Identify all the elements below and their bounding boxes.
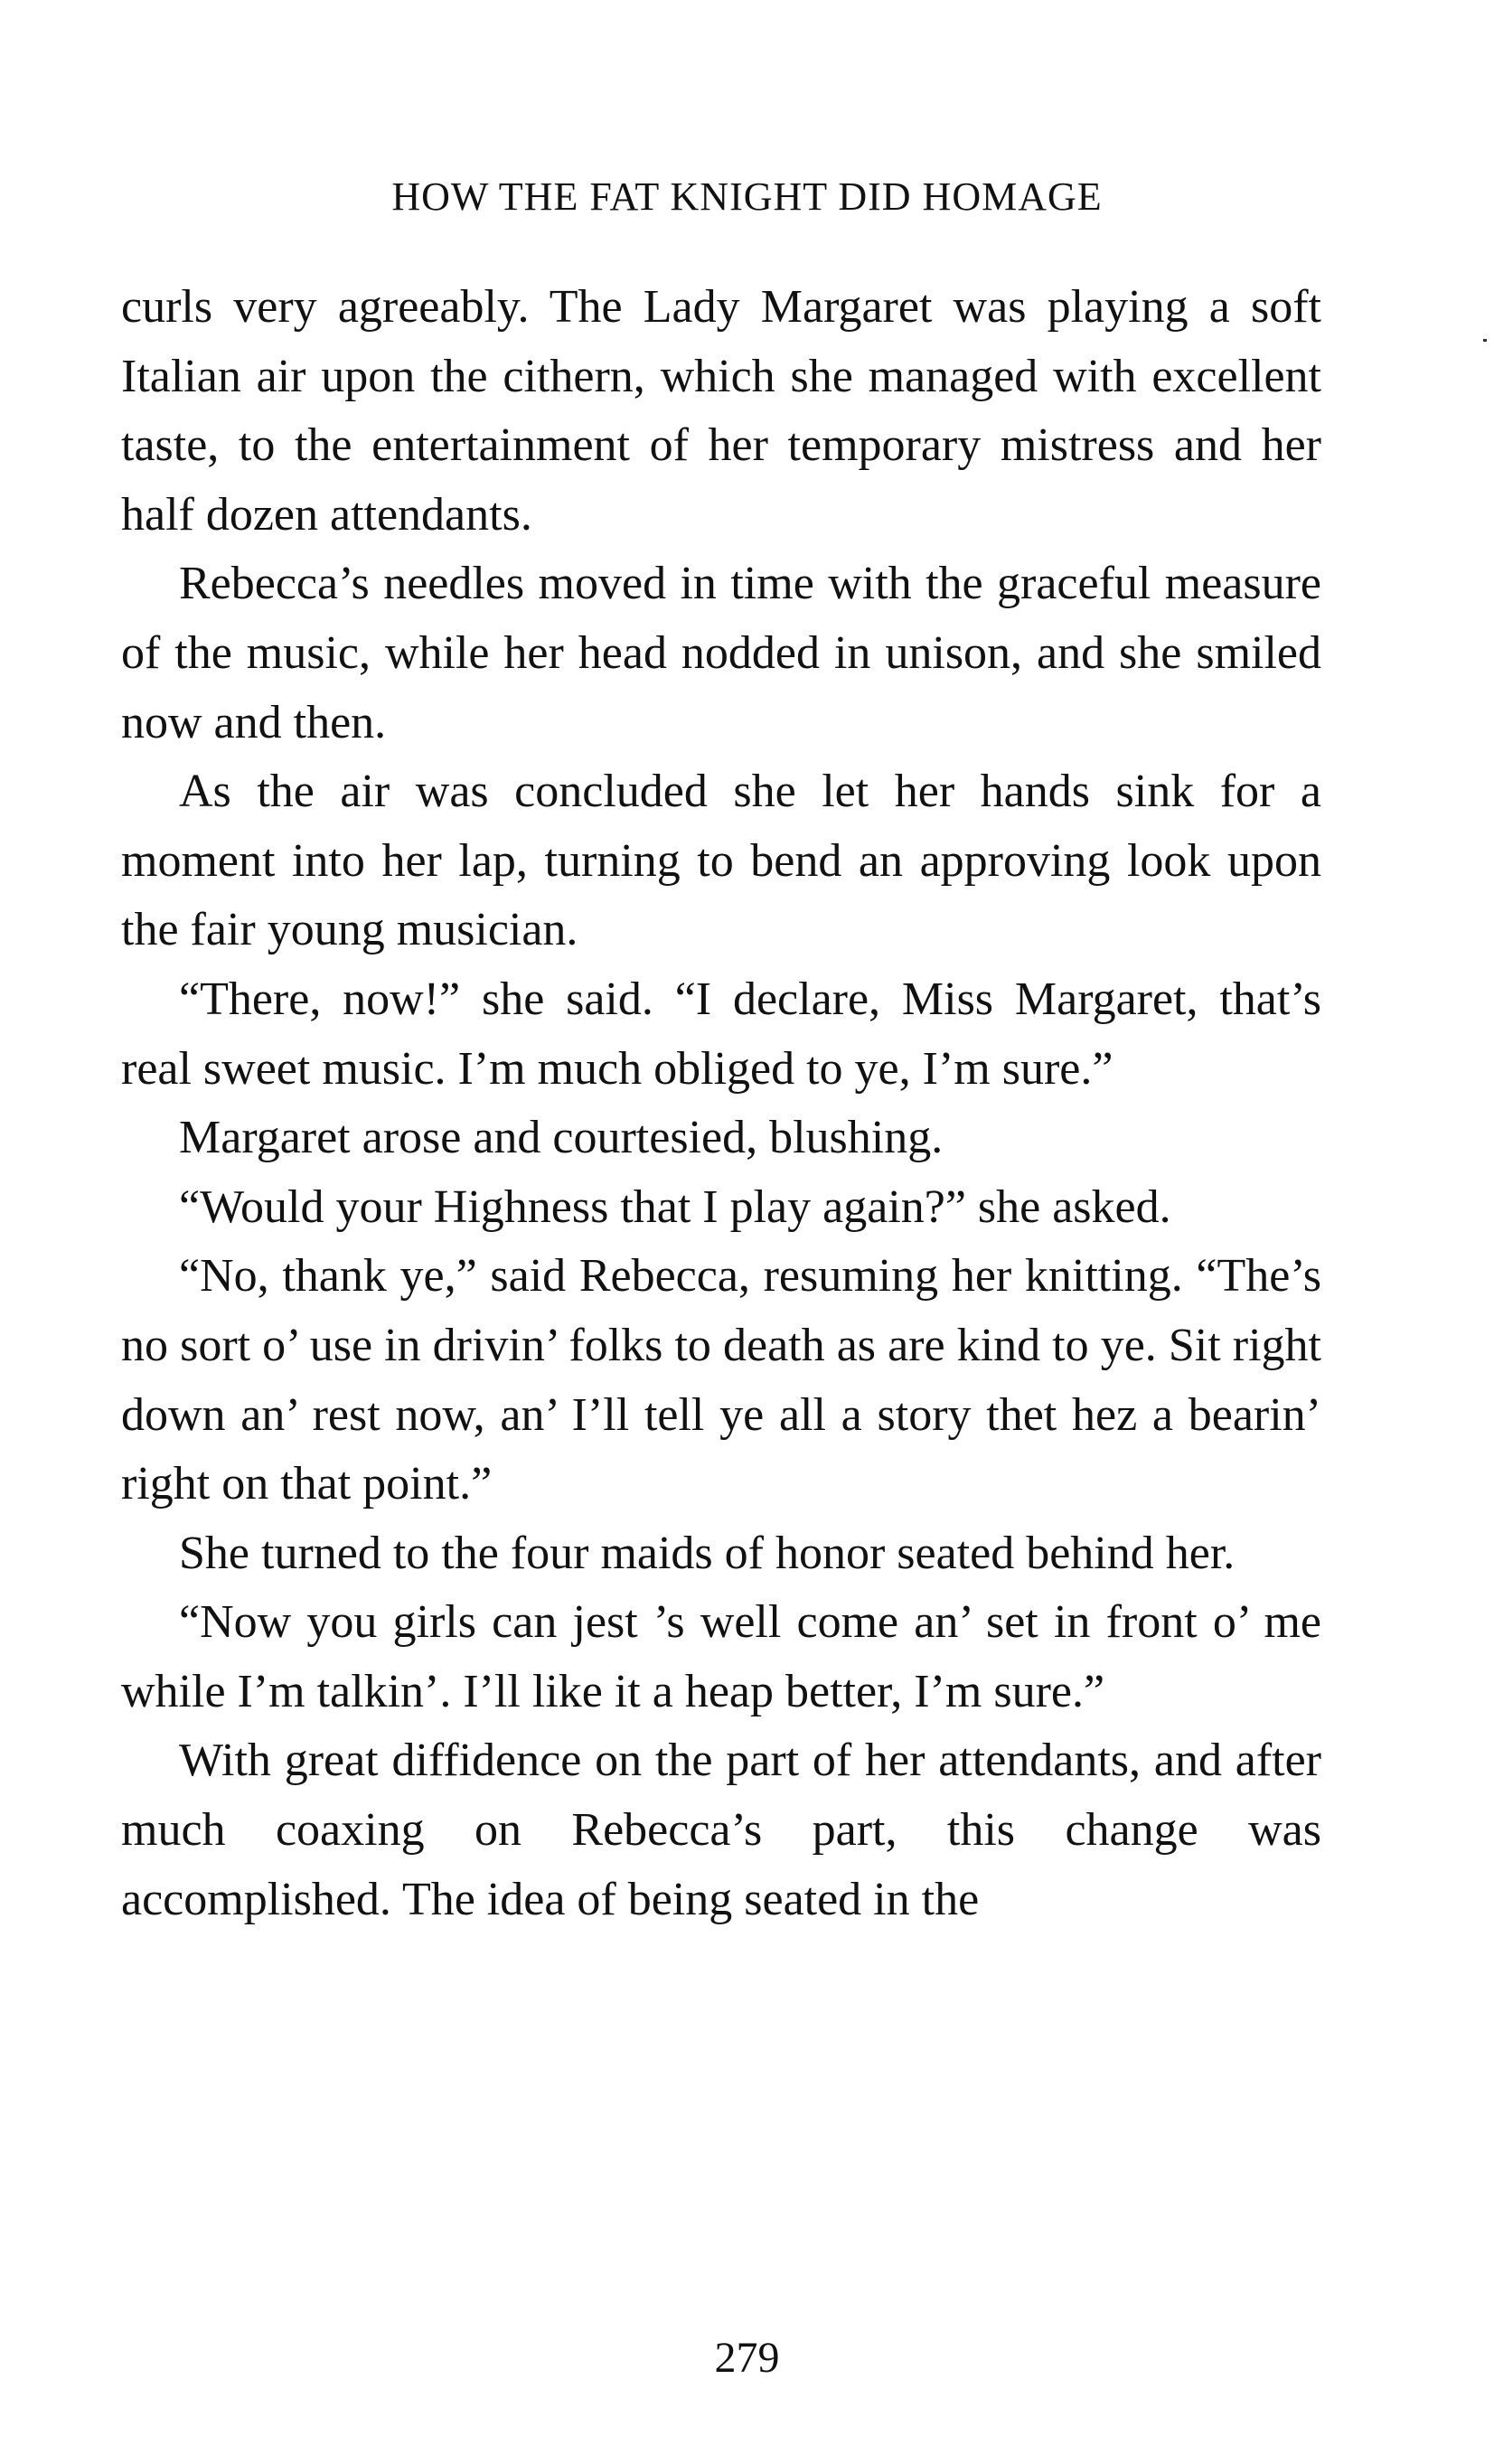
paragraph: She turned to the four maids of honor seated behind her. bbox=[179, 1527, 1236, 1579]
paragraph: Rebecca’s needles moved in time with the graceful measure of the music, while her head nodded in unison, and she smiled now and then. bbox=[121, 558, 1321, 748]
paragraph: “There, now!” she said. “I declare, Miss Margaret, that’s real sweet music. I’m much obliged to ye, I’m sure.” bbox=[121, 973, 1321, 1095]
paragraph: Margaret arose and courtesied, blushing. bbox=[179, 1112, 944, 1164]
running-head: HOW THE FAT KNIGHT DID HOMAGE bbox=[391, 174, 1103, 219]
paragraph: curls very agreeably. The Lady Margaret was playing a soft Italian air upon the cithern, which she managed with excellent taste, to the entertainment of her temporary mistress and her half dozen attendants. bbox=[121, 281, 1321, 541]
scan-speck bbox=[1483, 339, 1487, 342]
body-text bbox=[121, 273, 1321, 1934]
paragraph: As the air was concluded she let her hands sink for a moment into her lap, turning to bend an approving look upon the fair young musician. bbox=[121, 766, 1321, 956]
page-number: 279 bbox=[714, 2334, 780, 2382]
paragraph: “Would your Highness that I play again?” she asked. bbox=[179, 1180, 1171, 1233]
paragraph: “Now you girls can jest ’s well come an’ set in front o’ me while I’m talkin’. I’ll like it a heap better, I’m sure.” bbox=[121, 1596, 1321, 1717]
paragraph: With great diffidence on the part of her attendants, and after much coaxing on Rebecca’s part, this change was accomplished. The idea of being seated in the bbox=[121, 1735, 1321, 1925]
paragraph: “No, thank ye,” said Rebecca, resuming her knitting. “The’s no sort o’ use in drivin’ folks to death as are kind to ye. Sit right down an’ rest now, an’ I’ll tell ye all a story thet hez a bearin’ right on that point.” bbox=[121, 1250, 1321, 1510]
